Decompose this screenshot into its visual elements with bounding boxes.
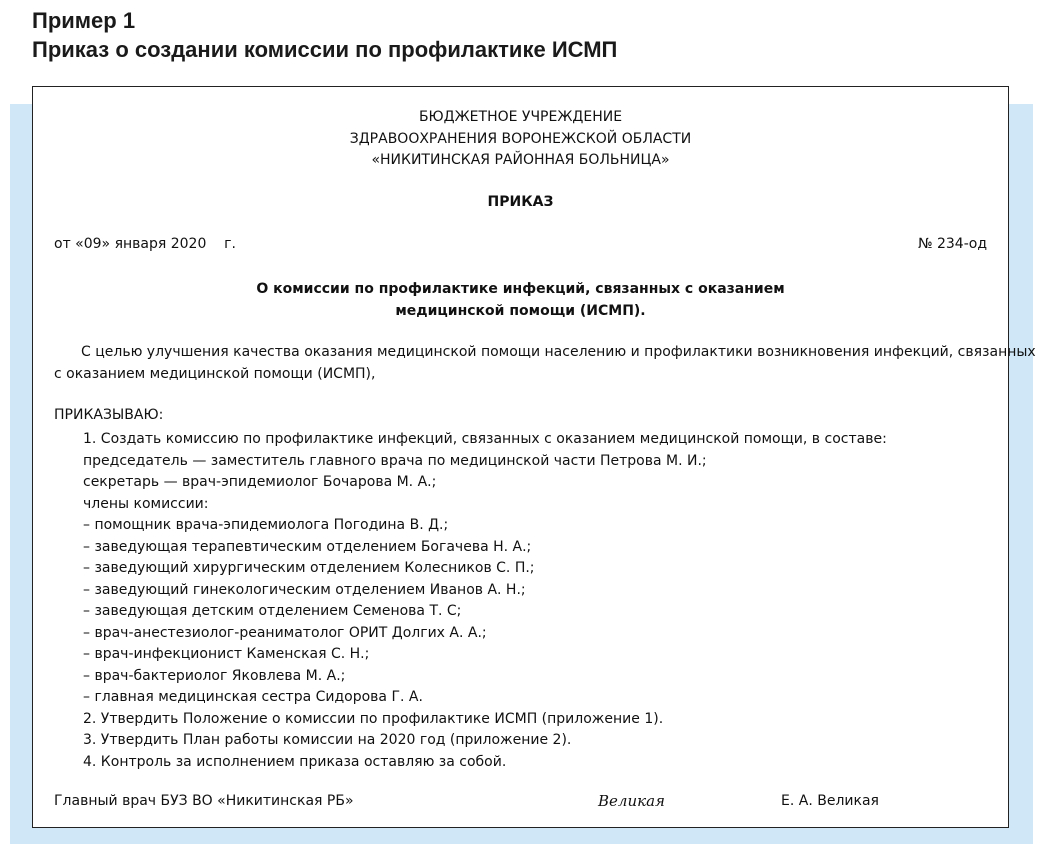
preamble-line-1: С целью улучшения качества оказания медицинской помощи населению и профилактики возникновения инфекций, связанных [81, 344, 1036, 360]
example-label: Пример 1 [32, 8, 136, 33]
preamble-line-2: с оказанием медицинской помощи (ИСМП), [54, 366, 376, 382]
item-4: 4. Контроль за исполнением приказа оставляю за собой. [83, 753, 507, 770]
member-item: – помощник врача-эпидемиолога Погодина В. Д.; [83, 517, 449, 533]
item-chairman: председатель — заместитель главного врача по медицинской части Петрова М. И.; [83, 452, 707, 469]
document-type: ПРИКАЗ [487, 194, 554, 210]
signer-position: Главный врач БУЗ ВО «Никитинская РБ» [54, 793, 354, 809]
order-items [83, 429, 887, 773]
handwritten-signature: Великая [598, 792, 665, 810]
org-line-1: БЮДЖЕТНОЕ УЧРЕЖДЕНИЕ [418, 109, 623, 125]
order-subject [33, 279, 1008, 322]
item-secretary: секретарь — врач-эпидемиолог Бочарова М. А.; [83, 474, 437, 490]
member-item: – заведующая детским отделением Семенова Т. С; [83, 603, 462, 619]
member-item: – врач-инфекционист Каменская С. Н.; [83, 646, 370, 662]
member-item: – главная медицинская сестра Сидорова Г. А. [83, 689, 423, 705]
member-item: – врач-анестезиолог-реаниматолог ОРИТ Долгих А. А.; [83, 624, 487, 641]
member-item: – заведующая терапевтическим отделением Богачева Н. А.; [83, 538, 532, 555]
page-heading [32, 6, 617, 64]
item-members-label: члены комиссии: [83, 495, 209, 512]
signer-name: Е. А. Великая [781, 793, 879, 809]
organization-header [33, 107, 1008, 172]
subject-line-1: О комиссии по профилактике инфекций, связанных с оказанием [256, 281, 785, 297]
subject-line-2: медицинской помощи (ИСМП). [395, 302, 646, 319]
item-2: 2. Утвердить Положение о комиссии по профилактике ИСМП (приложение 1). [83, 710, 664, 727]
item-3: 3. Утвердить План работы комиссии на 2020 год (приложение 2). [83, 732, 572, 748]
order-word: ПРИКАЗЫВАЮ: [54, 407, 164, 423]
member-item: – врач-бактериолог Яковлева М. А.; [83, 667, 346, 684]
member-item: – заведующий гинекологическим отделением Иванов А. Н.; [83, 581, 526, 598]
order-document [32, 86, 1036, 828]
example-title: Приказ о создании комиссии по профилактике ИСМП [32, 37, 618, 62]
order-date: от «09» января 2020 г. [54, 236, 236, 252]
item-1: 1. Создать комиссию по профилактике инфекций, связанных с оказанием медицинской помощи, в составе: [83, 431, 887, 447]
order-number: № 234-од [917, 236, 987, 252]
org-line-3: «НИКИТИНСКАЯ РАЙОННАЯ БОЛЬНИЦА» [371, 152, 670, 168]
org-line-2: ЗДРАВООХРАНЕНИЯ ВОРОНЕЖСКОЙ ОБЛАСТИ [349, 130, 692, 147]
member-item: – заведующий хирургическим отделением Колесников С. П.; [83, 560, 535, 576]
